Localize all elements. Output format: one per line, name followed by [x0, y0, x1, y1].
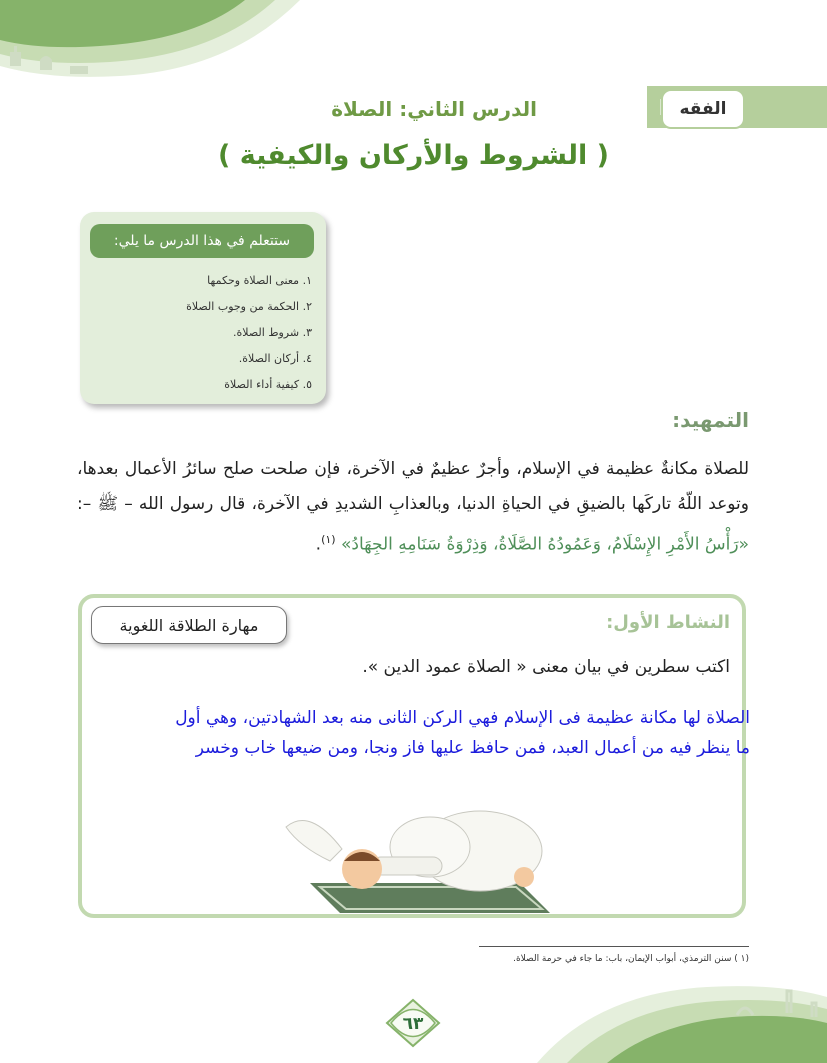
skill-badge: مهارة الطلاقة اللغوية	[91, 606, 287, 644]
objectives-heading: ستتعلم في هذا الدرس ما يلي:	[90, 224, 314, 258]
activity-instruction: اكتب سطرين في بيان معنى « الصلاة عمود الدين ».	[362, 657, 730, 677]
answer-text[interactable]	[62, 703, 750, 763]
lesson-title: الدرس الثاني: الصلاة	[331, 97, 537, 121]
objective-item: ٤. أركان الصلاة.	[238, 352, 312, 365]
answer-line: ما ينظر فيه من أعمال العبد، فمن حافظ عليها فاز ونجا، ومن ضيعها خاب وخسر	[195, 738, 750, 758]
activity-title: النشاط الأول:	[606, 612, 730, 633]
footer-ornament	[537, 983, 827, 1063]
answer-line: الصلاة لها مكانة عظيمة فى الإسلام فهي الركن الثانى منه بعد الشهادتين، وهي أول	[175, 708, 750, 728]
intro-paragraph	[77, 452, 749, 563]
intro-heading: التمهيد:	[672, 408, 749, 432]
page-number: ٦٣	[402, 1014, 424, 1034]
objective-item: ٣. شروط الصلاة.	[233, 326, 312, 339]
footnote: (١ ) سنن الترمذي، أبواب الإيمان، باب: ما جاء في حرمة الصلاة.	[513, 954, 749, 964]
objective-item: ٢. الحكمة من وجوب الصلاة	[186, 300, 312, 313]
footnote-reference: (١)	[321, 533, 336, 546]
hadith-quote: «رَأْسُ الأَمْرِ الإِسْلَامُ، وَعَمُودُهُ الصَّلَاةُ، وَذِرْوَةُ سَنَامِهِ الجِهَادُ»	[341, 534, 749, 555]
header-ornament	[0, 0, 300, 80]
lesson-subtitle: ( الشروط والأركان والكيفية )	[217, 140, 610, 171]
objective-item: ٥. كيفية أداء الصلاة	[224, 378, 312, 391]
objectives-box	[80, 212, 326, 404]
objective-item: ١. معنى الصلاة وحكمها	[207, 274, 312, 287]
intro-text: للصلاة مكانةٌ عظيمة في الإسلام، وأجرٌ عظيمٌ في الآخرة، فإن صلحت صلح سائرُ الأعمال بعدها، وتوعد اللّهُ تاركَها بالضيقِ في الحياةِ الدنيا، وبالعذابِ الشديدِ في الآخرة، قال رسول الله – ﷺ –:	[77, 459, 749, 514]
objectives-list	[186, 268, 312, 398]
prostration-illustration	[280, 787, 570, 915]
footnote-divider	[479, 946, 749, 947]
subject-label: الفقه	[661, 89, 745, 129]
intro-end: .	[315, 534, 322, 555]
